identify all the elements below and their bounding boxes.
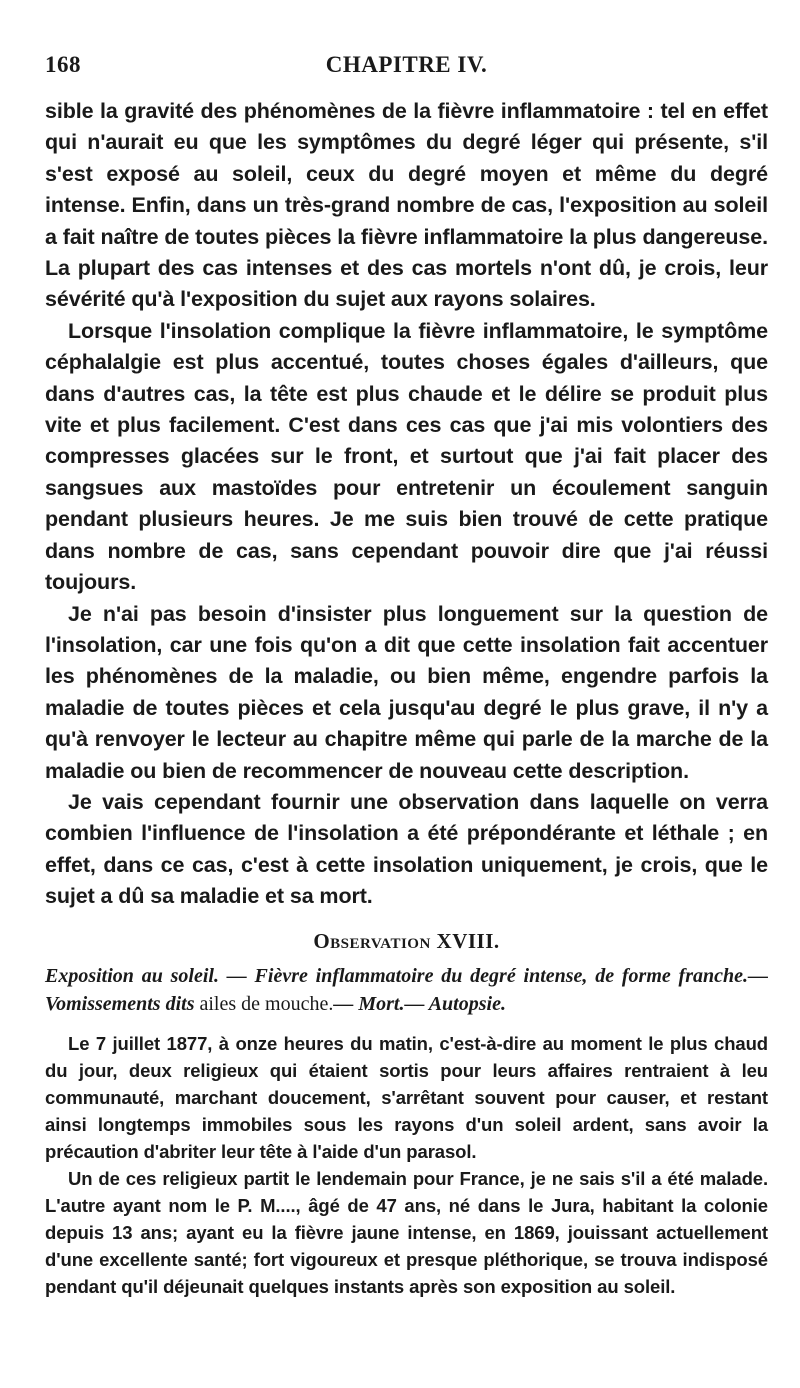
observation-summary (45, 962, 768, 1018)
observation-heading: Observation XVIII. (313, 928, 500, 953)
paragraph-observation-intro: Je vais cependant fournir une observation dans laquelle on verra combien l'influence de l'insolation a été prépondérante et léthale ; en effet, dans ce cas, c'est à cette insolation uniquement, je crois, que le sujet a dû sa maladie et sa mort. (45, 789, 768, 909)
main-text (45, 96, 768, 913)
running-head (45, 52, 768, 82)
observation-paragraph-2: Un de ces religieux partit le lendemain pour France, je ne sais s'il a été malade. L'autre ayant nom le P. M...., âgé de 47 ans, né dans le Jura, habitant la colonie depuis 13 ans; ayant eu la fièvre jaune intense, en 1869, jouissant actuellement d'une excellente santé; fort vigoureux et presque pléthorique, se trouva indisposé pendant qu'il déjeunait quelques instants après son exposition au soleil. (45, 1167, 768, 1297)
paragraph-continued: sible la gravité des phénomènes de la fièvre inflammatoire : tel en effet qui n'aurait eu que les symptômes du degré léger qui présente, s'il s'est exposé au soleil, ceux du degré moyen et même du degré intense. Enfin, dans un très-grand nombre de cas, l'exposition au soleil a fait naître de toutes pièces la fièvre inflammatoire la plus dangereuse. La plupart des cas intenses et des cas mortels n'ont dû, je crois, leur sévérité qu'à l'exposition du sujet aux rayons solaires. (45, 99, 768, 312)
paragraph-insolation-symptoms: Lorsque l'insolation complique la fièvre inflammatoire, le symptôme céphalalgie est plus accentué, toutes choses égales d'ailleurs, que dans d'autres cas, la tête est plus chaude et le délire se produit plus vite et plus facilement. C'est dans ces cas que j'ai mis volontiers des compresses glacées sur le front, et surtout que j'ai fait placer des sangsues aux mastoïdes pour entretenir un écoulement sanguin pendant plusieurs heures. Je me suis bien trouvé de cette pratique dans nombre de cas, sans cependant pouvoir dire que j'ai réussi toujours. (45, 318, 768, 595)
observation-summary-part-3: — Mort.— Autopsie. (333, 992, 506, 1015)
chapter-title: CHAPITRE IV. (325, 52, 488, 77)
paragraph-insolation-question: Je n'ai pas besoin d'insister plus longuement sur la question de l'insolation, car une fois qu'on a dit que cette insolation fait accentuer les phénomènes de la maladie, ou bien même, engendre parfois la maladie de toutes pièces et cela jusqu'au degré le plus grave, il n'y a qu'à renvoyer le lecteur au chapitre même qui parle de la marche de la maladie ou bien de recommencer de nouveau cette description. (45, 601, 768, 783)
page-number: 168 (45, 52, 81, 77)
observation-summary-part-1: Exposition au soleil. — Fièvre inflammatoire du degré intense, de forme franche.— Vomissements dits (45, 964, 768, 1015)
observation-paragraph-1: Le 7 juillet 1877, à onze heures du matin, c'est-à-dire au moment le plus chaud du jour, deux religieux qui étaient sortis pour leurs affaires rentraient à leu communauté, marchant doucement, s'arrêtant souvent pour causer, et restant ainsi longtemps immobiles sous les rayons d'un soleil ardent, sans avoir la précaution d'abriter leur tête à l'aide d'un parasol. (45, 1032, 768, 1162)
observation-text (45, 1030, 768, 1300)
observation-summary-part-2: ailes de mouche. (194, 992, 334, 1015)
